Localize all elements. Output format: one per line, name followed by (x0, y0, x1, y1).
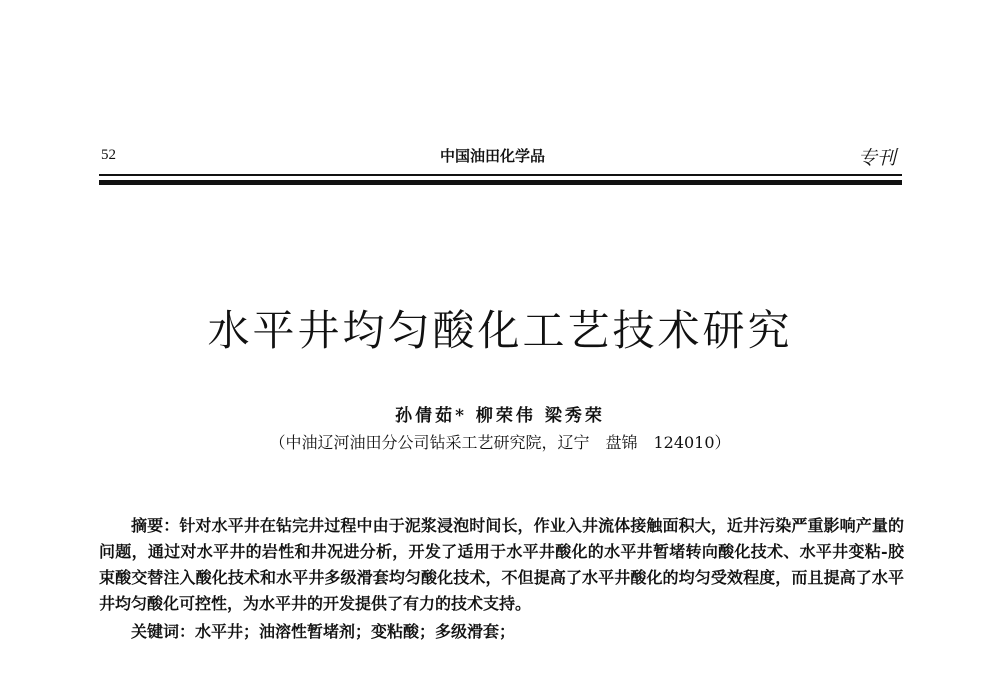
keywords-text: 水平井；油溶性暂堵剂；变粘酸；多级滑套； (195, 622, 516, 641)
journal-name: 中国油田化学品 (440, 147, 546, 165)
page-number: 52 (101, 147, 116, 163)
keywords (99, 619, 904, 642)
author-list: 孙倩茹* 柳荣伟 梁秀荣 (395, 406, 605, 426)
header-rule-thick (99, 180, 902, 185)
author-affiliation: （中油辽河油田分公司钻采工艺研究院，辽宁 盘锦 124010） (269, 433, 731, 452)
header-rule-thin (99, 174, 902, 176)
keywords-label: 关键词： (131, 622, 196, 641)
abstract-text: 针对水平井在钻完井过程中由于泥浆浸泡时间长，作业入井流体接触面积大，近井污染严重影响产量的问题，通过对水平井的岩性和井况进分析，开发了适用于水平井酸化的水平井暂堵转向酸化技术、水平井变粘-胶束酸交替注入酸化技术和水平井多级滑套均匀酸化技术，不但提高了水平井酸化的均匀受效程度，而且提高了水平井均匀酸化可控性，为水平井的开发提供了有力的技术支持。 (99, 516, 904, 613)
abstract (99, 513, 904, 617)
article-title: 水平井均匀酸化工艺技术研究 (207, 306, 793, 355)
abstract-label: 摘要： (131, 516, 180, 535)
issue-label: 专刊 (858, 147, 897, 169)
